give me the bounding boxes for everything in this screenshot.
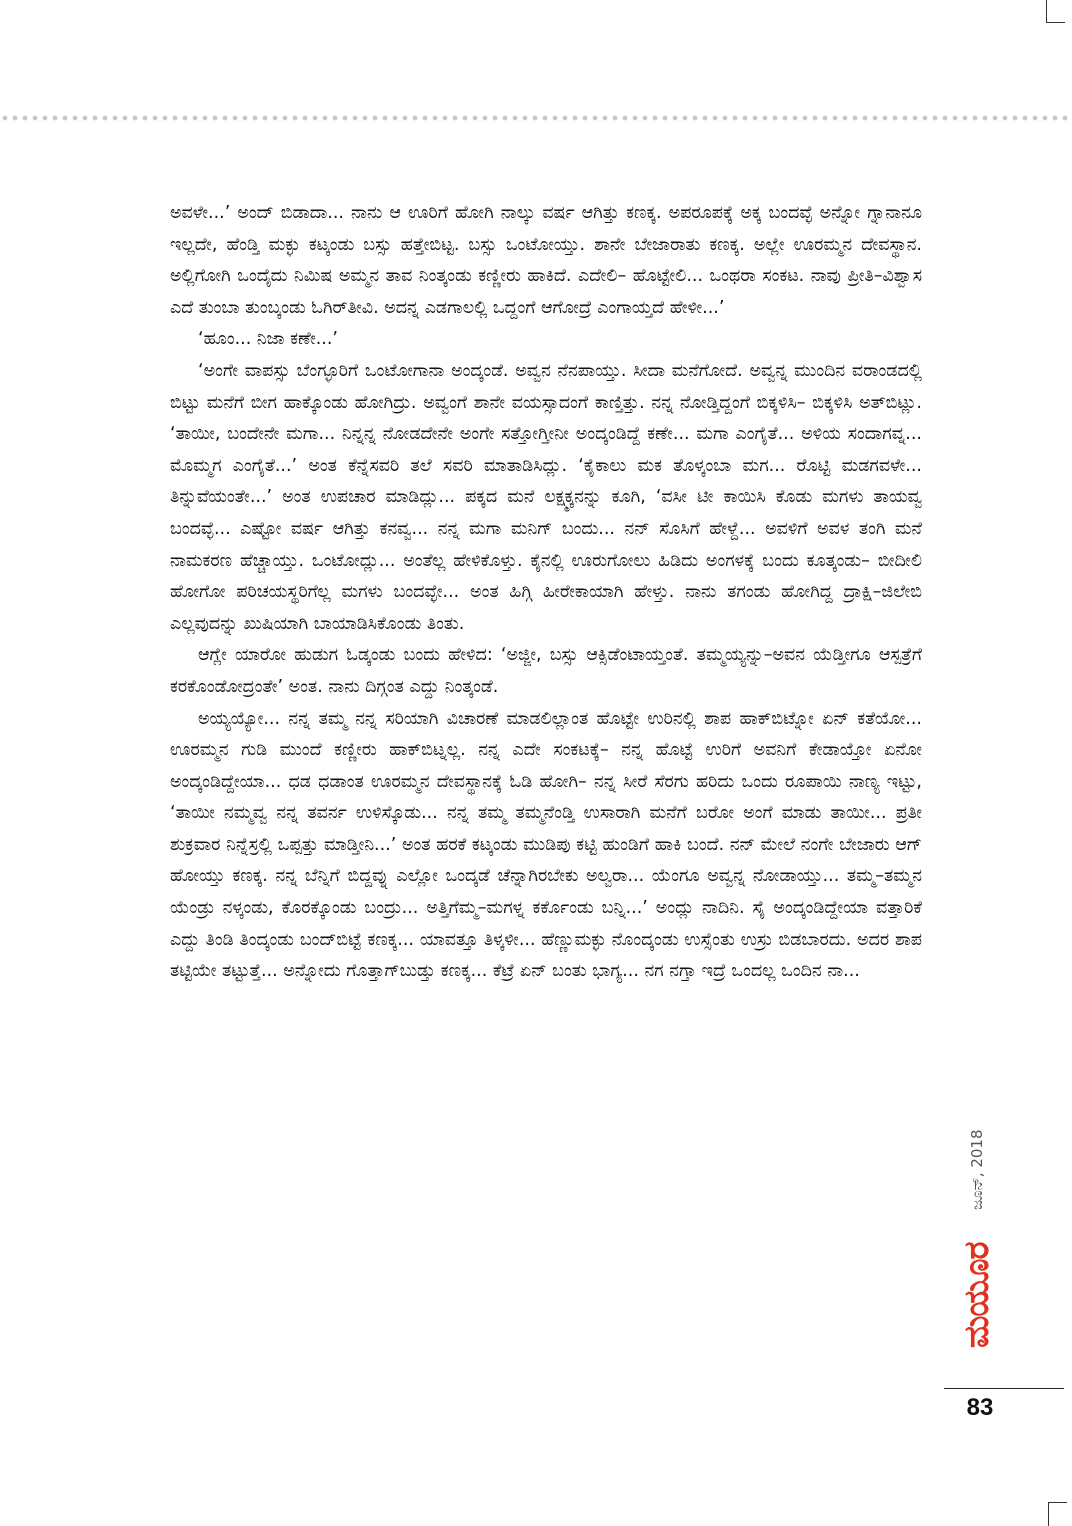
magazine-logo: ಮಯೂರ	[957, 1242, 997, 1348]
crop-mark-top	[1046, 0, 1065, 23]
article-body	[170, 198, 922, 988]
paragraph-2: ‘ಹೂಂ... ನಿಜಾ ಕಣೇ...’	[198, 329, 338, 350]
issue-date: ಜೂನ್, 2018	[968, 1129, 986, 1211]
paragraph-5: ಅಯ್ಯಯ್ಯೋ... ನನ್ನ ತಮ್ಮ ನನ್ನ ಸರಿಯಾಗಿ ವಿಚಾರಣೆ ಮಾಡಲಿಲ್ಲಾಂತ ಹೊಟ್ಟೇ ಉರಿನಲ್ಲಿ ಶಾಪ ಹಾಕ್‌ಬಿಟ್ನೋ ಏನ್ ಕತೆಯೋ... ಊರಮ್ಮನ ಗುಡಿ ಮುಂದೆ ಕಣ್ಣೀರು ಹಾಕ್‌ಬಿಟ್ನಲ್ಲ. ನನ್ನ ಎದೇ ಸಂಕಟಕ್ಕೆ– ನನ್ನ ಹೊಟ್ಟೆ ಉರಿಗೆ ಅವನಿಗೆ ಕೇಡಾಯ್ತೋ ಏನೋ ಅಂದ್ಕಂಡಿದ್ದೇಯಾ... ಧಡ ಧಡಾಂತ ಊರಮ್ಮನ ದೇವಸ್ಥಾನಕ್ಕೆ ಓಡಿ ಹೋಗಿ– ನನ್ನ ಸೀರೆ ಸೆರಗು ಹರಿದು ಒಂದು ರೂಪಾಯಿ ನಾಣ್ಯ ಇಟ್ಟು, ‘ತಾಯೀ ನಮ್ಮವ್ವ ನನ್ನ ತವರ್ನ ಉಳಿಸ್ಕೊಡು... ನನ್ನ ತಮ್ಮ ತಮ್ಮನೆಂಡ್ತಿ ಉಸಾರಾಗಿ ಮನೆಗೆ ಬರೋ ಅಂಗೆ ಮಾಡು ತಾಯೀ... ಪ್ರತೀ ಶುಕ್ರವಾರ ನಿನ್ನೆಸ್ರಲ್ಲಿ ಒಪ್ಪತ್ತು ಮಾಡ್ತೀನಿ...’ ಅಂತ ಹರಕೆ ಕಟ್ಕಂಡು ಮುಡಿಪು ಕಟ್ಟಿ ಹುಂಡಿಗೆ ಹಾಕಿ ಬಂದೆ. ನನ್ ಮೇಲೆ ನಂಗೇ ಬೇಜಾರು ಆಗ್ ಹೋಯ್ತು ಕಣಕ್ಕ. ನನ್ನ ಬೆನ್ನಿಗೆ ಬಿದ್ದವ್ನು ಎಲ್ಲೋ ಒಂದ್ಕಡೆ ಚೆನ್ನಾಗಿರಬೇಕು ಅಲ್ವರಾ... ಯೆಂಗೂ ಅವ್ವನ್ನ ನೋಡಾಯ್ತು... ತಮ್ಮ–ತಮ್ಮನ ಯೆಂಡ್ರು ನಳ್ಕಂಡು, ಕೊರಕ್ಕೊಂಡು ಬಂದ್ರು... ಅತ್ತಿಗೆಮ್ಮ–ಮಗಳ್ನ ಕರ್ಕೊಂಡು ಬನ್ನಿ...’ ಅಂದ್ಲು ನಾದಿನಿ. ಸೈ ಅಂದ್ಕಂಡಿದ್ದೇಯಾ ವತ್ತಾರಿಕೆ ಎದ್ದು ತಿಂಡಿ ತಿಂದ್ಕಂಡು ಬಂದ್‌ಬಿಟ್ಟೆ ಕಣಕ್ಕ... ಯಾವತ್ತೂ ತಿಳ್ಕಳೀ... ಹೆಣ್ಣುಮಕ್ಳು ನೊಂದ್ಕಂಡು ಉಸ್ಸೆಂತು ಉಸ್ರು ಬಿಡಬಾರದು. ಅದರ ಶಾಪ ತಟ್ಟಿಯೇ ತಟ್ಟುತ್ತೆ... ಅನ್ನೋದು ಗೊತ್ತಾಗ್‌ಬುಡ್ತು ಕಣಕ್ಕ... ಕೆಟ್ರೆ ಏನ್ ಬಂತು ಭಾಗ್ಯ... ನಗ ನಗ್ತಾ ಇದ್ರೆ ಒಂದಲ್ಲ ಒಂದಿನ ನಾ...	[170, 708, 922, 982]
paragraph-4: ಆಗ್ಲೇ ಯಾರೋ ಹುಡುಗ ಓಡ್ಕಂಡು ಬಂದು ಹೇಳಿದ: ‘ಅಜ್ಜೀ, ಬಸ್ಸು ಆಕ್ಸಿಡೆಂಟಾಯ್ತಂತೆ. ತಮ್ಮಯ್ಯನ್ನು–ಅವನ ಯೆಡ್ತೀಗೂ ಆಸ್ಪತ್ರೆಗೆ ಕರಕೊಂಡೋದ್ರಂತೇ’ ಅಂತ. ನಾನು ದಿಗ್ಗಂತ ಎದ್ದು ನಿಂತ್ಕಂಡೆ.	[170, 645, 922, 697]
crop-mark-bottom	[1048, 1502, 1067, 1526]
page-number: 83	[966, 1394, 994, 1421]
page-number-rule	[944, 1388, 1064, 1389]
paragraph-3: ‘ಅಂಗೇ ವಾಪಸ್ಸು ಬೆಂಗ್ಳೂರಿಗೆ ಒಂಟೋಗಾನಾ ಅಂದ್ಕಂಡೆ. ಅವ್ವನ ನೆನಪಾಯ್ತು. ಸೀದಾ ಮನೆಗೋದೆ. ಅವ್ವನ್ನ ಮುಂದಿನ ವರಾಂಡದಲ್ಲಿ ಬಿಟ್ಟು ಮನೆಗೆ ಬೀಗ ಹಾಕ್ಕೊಂಡು ಹೋಗಿದ್ರು. ಅವ್ವಂಗೆ ಶಾನೇ ವಯಸ್ಸಾದಂಗೆ ಕಾಣ್ತಿತ್ತು. ನನ್ನ ನೋಡ್ತಿದ್ದಂಗೆ ಬಿಕ್ಕಳಿಸಿ– ಬಿಕ್ಕಳಿಸಿ ಅತ್‌ಬಿಟ್ಲು. ‘ತಾಯೀ, ಬಂದೇನೇ ಮಗಾ... ನಿನ್ನನ್ನ ನೋಡದೇನೇ ಅಂಗೇ ಸತ್ತೋಗ್ತೀನೀ ಅಂದ್ಕಂಡಿದ್ದೆ ಕಣೇ... ಮಗಾ ಎಂಗೈತೆ... ಅಳಿಯ ಸಂದಾಗವ್ನ... ಮೊಮ್ಮಗ ಎಂಗೈತೆ...’ ಅಂತ ಕೆನ್ನೆಸವರಿ ತಲೆ ಸವರಿ ಮಾತಾಡಿಸಿದ್ಲು. ‘ಕೈಕಾಲು ಮಕ ತೊಳ್ಕಂಬಾ ಮಗ... ರೊಟ್ಟಿ ಮಡಗವಳೇ... ತಿನ್ನುವೆಯಂತೇ...’ ಅಂತ ಉಪಚಾರ ಮಾಡಿದ್ಲು... ಪಕ್ಕದ ಮನೆ ಲಕ್ಷ್ಮಕ್ಕನನ್ನು ಕೂಗಿ, ‘ವಸೀ ಟೀ ಕಾಯಿಸಿ ಕೊಡು ಮಗಳು ತಾಯವ್ವ ಬಂದವ್ಳೆ... ಎಷ್ಟೋ ವರ್ಷ ಆಗಿತ್ತು ಕನವ್ವ... ನನ್ನ ಮಗಾ ಮನಿಗ್ ಬಂದು... ನನ್ ಸೊಸಿಗೆ ಹೇಳ್ದೆ... ಅವಳಿಗೆ ಅವಳ ತಂಗಿ ಮನೆ ನಾಮಕರಣ ಹೆಚ್ಚಾಯ್ತು. ಒಂಟೋದ್ಲು... ಅಂತೆಲ್ಲ ಹೇಳಿಕೊಳ್ತು. ಕೈನಲ್ಲಿ ಊರುಗೋಲು ಹಿಡಿದು ಅಂಗಳಕ್ಕೆ ಬಂದು ಕೂತ್ಕಂಡು– ಬೀದೀಲಿ ಹೋಗೋ ಪರಿಚಯಸ್ಥರಿಗೆಲ್ಲ ಮಗಳು ಬಂದವ್ಳೇ... ಅಂತ ಹಿಗ್ಗಿ ಹೀರೇಕಾಯಾಗಿ ಹೇಳ್ತು. ನಾನು ತಗಂಡು ಹೋಗಿದ್ದ ದ್ರಾಕ್ಷಿ–ಜಿಲೇಬಿ ಎಲ್ಲವುದನ್ನು ಖುಷಿಯಾಗಿ ಬಾಯಾಡಿಸಿಕೊಂಡು ತಿಂತು.	[170, 360, 922, 634]
paragraph-1: ಅವಳೇ...’ ಅಂದ್ ಬಿಡಾದಾ... ನಾನು ಆ ಊರಿಗೆ ಹೋಗಿ ನಾಲ್ಕು ವರ್ಷ ಆಗಿತ್ತು ಕಣಕ್ಕ. ಅಪರೂಪಕ್ಕೆ ಅಕ್ಕ ಬಂದವ್ಳೆ ಅನ್ನೋ ಗ್ನಾನಾನೂ ಇಲ್ಲದೇ, ಹೆಂಡ್ತಿ ಮಕ್ಳು ಕಟ್ಕಂಡು ಬಸ್ಸು ಹತ್ತೇಬಿಟ್ಟ. ಬಸ್ಸು ಒಂಟೋಯ್ತು. ಶಾನೇ ಬೇಜಾರಾತು ಕಣಕ್ಕ. ಅಲ್ಲೇ ಊರಮ್ಮನ ದೇವಸ್ಥಾನ. ಅಲ್ಲಿಗೋಗಿ ಒಂದೈದು ನಿಮಿಷ ಅಮ್ಮನ ತಾವ ನಿಂತ್ಕಂಡು ಕಣ್ಣೀರು ಹಾಕಿದೆ. ಎದೇಲಿ– ಹೊಟ್ಟೇಲಿ... ಒಂಥರಾ ಸಂಕಟ. ನಾವು ಪ್ರೀತಿ–ವಿಶ್ವಾಸ ಎದೆ ತುಂಬಾ ತುಂಬ್ಕಂಡು ಓಗಿರ್‌ತೀವಿ. ಅದನ್ನ ಎಡಗಾಲಲ್ಲಿ ಒದ್ದಂಗೆ ಆಗೋದ್ರೆ ಎಂಗಾಯ್ತದೆ ಹೇಳೀ...’	[170, 203, 922, 318]
dotted-divider	[0, 114, 1072, 122]
